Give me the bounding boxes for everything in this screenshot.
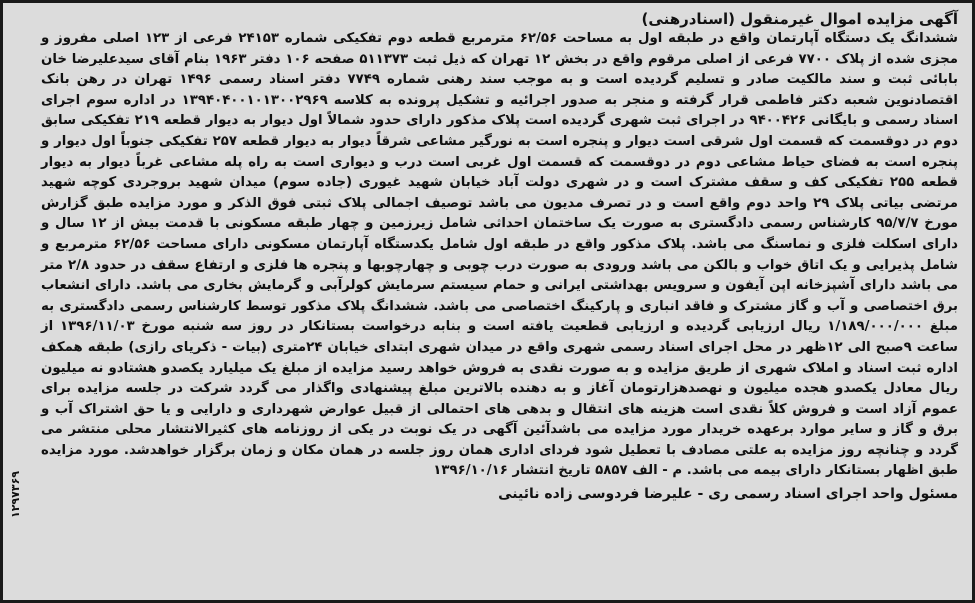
margin-reference-code: ۱۲۹۷۳۶۹ [9, 471, 22, 518]
notice-body: ششدانگ یک دستگاه آپارتمان واقع در طبقه اول به مساحت ۶۲/۵۶ مترمربع قطعه دوم تفکیکی شماره ۲۴۱۵۳ فرعی از ۱۲۳ اصلی مفروز و مجزی شده از پلاک ۷۷۰۰ فرعی از اصلی مرقوم واقع در بخش ۱۲ تهران که ذیل ثبت ۵۱۱۳۷۳ صفحه ۱۰۶ دفتر ۱۹۶۳ بنام آقای سیدعلیرضا خان بابائی ثبت و سند مالکیت صادر و تسلیم گردیده است و به موجب سند رهنی شماره ۷۷۴۹ دفتر اسناد رسمی ۱۴۹۶ تهران در رهن بانک اقتصادنوین شعبه دکتر فاطمی قرار گرفته و منجر به صدور اجرائیه و تشکیل پرونده به کلاسه ۱۳۹۴۰۴۰۰۱۰۱۳۰۰۲۹۶۹ در اداره سوم اجرای اسناد رسمی و بایگانی ۹۴۰۰۴۲۶ در اجرای ثبت شهری گردیده است پلاک مذکور دارای حدود شمالاً اول دیوار به دیوار قطعه ۲۱۹ تفکیکی سابق دوم در دوقسمت که قسمت اول شرقی است دیوار و پنجره است به نورگیر مشاعی شرقاً دیوار به دیوار قطعه ۲۵۷ تفکیکی جنوباً اول دیوار و پنجره است به فضای حیاط مشاعی دوم در دوقسمت که قسمت اول غربی است درب و دیواری است به راه پله مشاعی غرباً دیوار به دیوار قطعه ۲۵۵ تفکیکی کف و سقف مشترک است و در شهری دولت آباد خیابان شهید غیوری (جاده سوم) میدان شهید بروجردی کوچه شهید مرتضی بیاتی پلاک ۲۹ واحد دوم واقع است و در تصرف مدیون می باشد توصیف اجمالی پلاک ثبتی فوق الذکر و مورد مزایده طبق گزارش مورخ ۹۵/۷/۷ کارشناس رسمی دادگستری به صورت یک ساختمان احداثی شامل زیرزمین و چهار طبقه مسکونی با قدمت بیش از ۱۲ سال و دارای اسکلت فلزی و نماسنگ می باشد. پلاک مذکور واقع در طبقه اول شامل یکدستگاه آپارتمان مسکونی دارای مساحت ۶۲/۵۶ مترمربع و شامل پذیرایی و یک اتاق خواب و بالکن می باشد ورودی به صورت درب چوبی و چهارچوبها و پنجره ها فلزی و ارتفاع سقف در حدود ۲/۸ متر می باشد دارای آشپزخانه اپن آیفون و سرویس بهداشتی ایرانی و حمام سیستم سرمایش کولرآبی و گرمایش بخاری می باشد. دارای انشعاب برق اختصاصی و آب و گاز مشترک و فاقد انباری و پارکینگ اختصاصی می باشد. ششدانگ پلاک مذکور توسط کارشناس رسمی دادگستری به مبلغ ۱/۱۸۹/۰۰۰/۰۰۰ ریال ارزیابی گردیده و ارزیابی قطعیت یافته است و بنابه درخواست بستانکار در روز سه شنبه مورخ ۱۳۹۶/۱۱/۰۳ از ساعت ۹صبح الی ۱۲ظهر در محل اجرای اسناد رسمی شهری واقع در میدان شهری ابتدای خیابان ۲۴متری (بیات - ذکریای رازی) طبقه همکف اداره ثبت اسناد و املاک شهری از طریق مزایده و به صورت نقدی به فروش خواهد رسید مزایده از مبلغ یک میلیارد یکصدو هشتادو نه میلیون ریال معادل یکصدو هجده میلیون و نهصدهزارتومان آغاز و به دهنده بالاترین مبلغ پیشنهادی واگذار می گردد شرکت در جلسه مزایده برای عموم آزاد است و فروش کلاً نقدی است هزینه های انتقال و بدهی های احتمالی از قبیل عوارض شهرداری و دارایی و یا حق اشتراک آب و برق و گاز و سایر موارد برعهده خریدار مورد مزایده می باشدآئین آگهی در یک نوبت در یکی از روزنامه های کثیرالانتشار محلی منتشر می گردد و چنانچه روز مزایده به علتی مصادف با تعطیل شود فردای اداری همان روز جلسه در همان مکان و زمان برگزار خواهدشد. مورد مزایده طبق اظهار بستانکار دارای بیمه می باشد. م - الف ۵۸۵۷ تاریخ انتشار ۱۳۹۶/۱۰/۱۶ [41, 31, 959, 479]
notice-title: آگهی مزایده اموال غیرمنقول (اسنادرهنی) [641, 10, 958, 28]
notice-signature: مسئول واحد اجرای اسناد رسمی ری - علیرضا فردوسی زاده نائینی [498, 486, 958, 503]
